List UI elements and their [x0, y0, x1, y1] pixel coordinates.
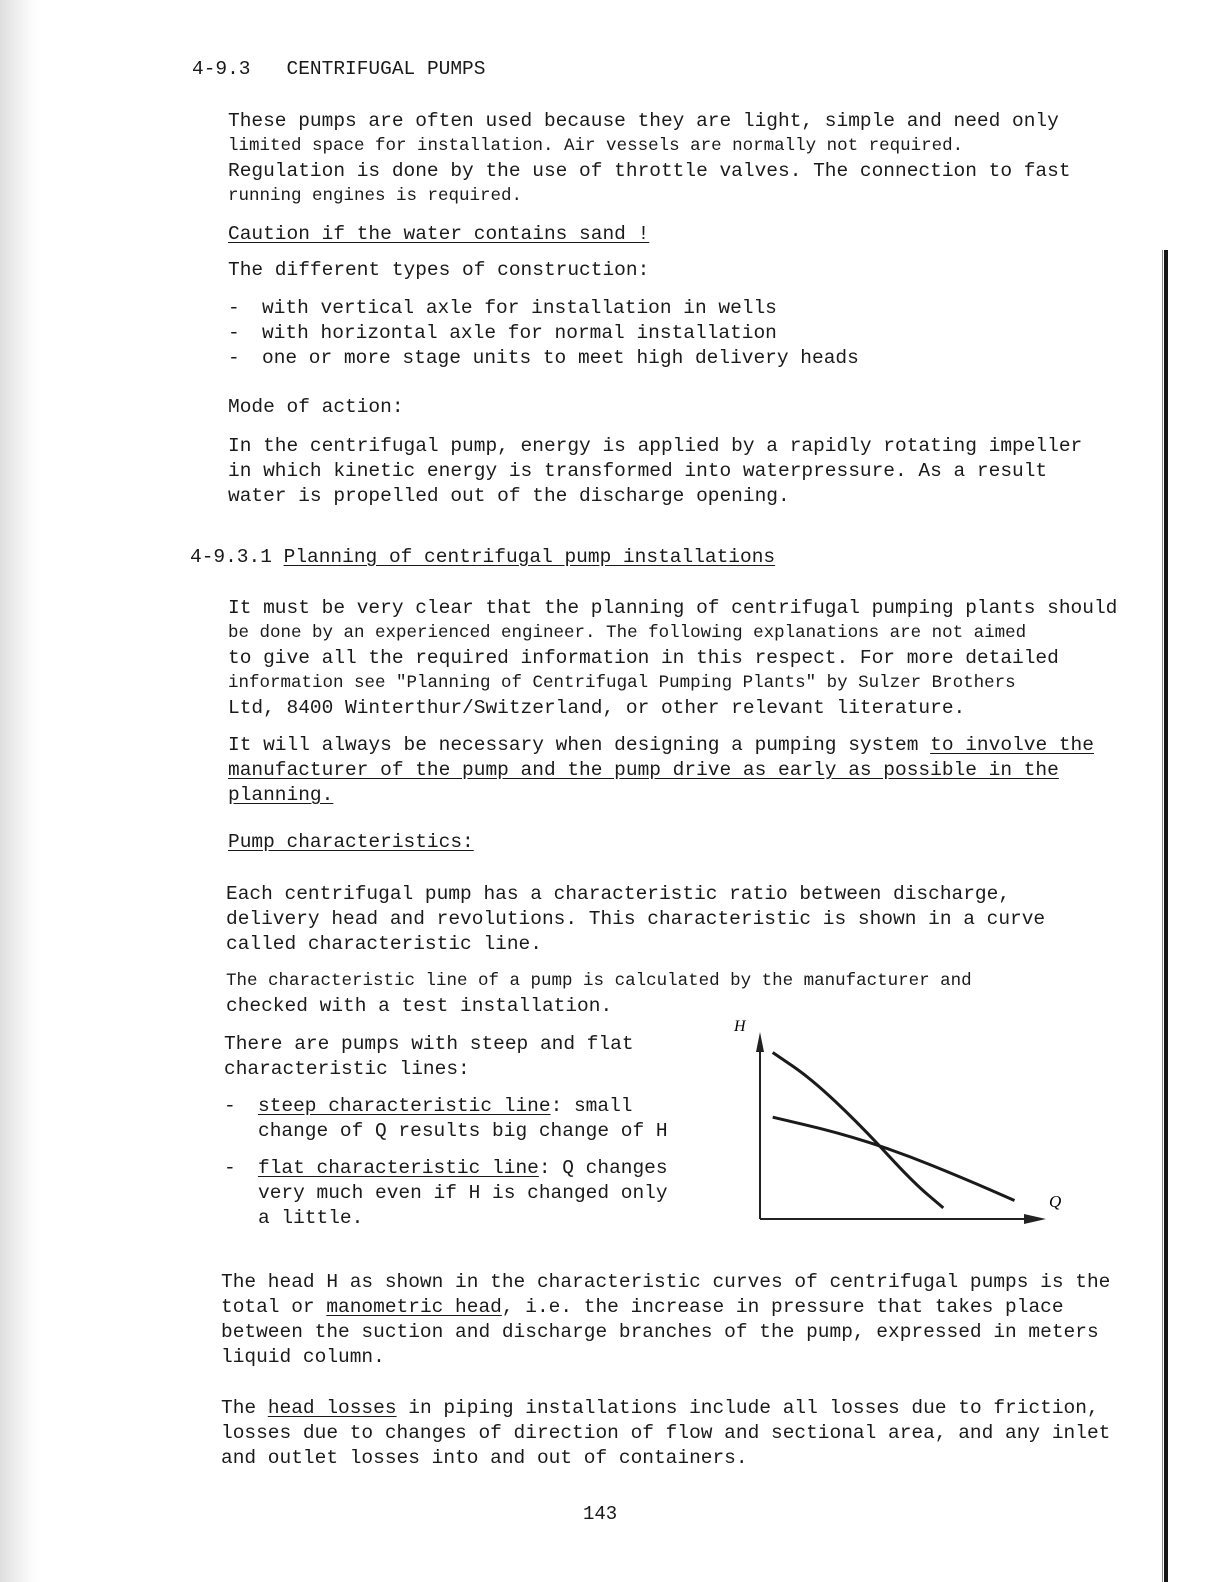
losses-line: losses due to changes of direction of flow and sectional area, and any inlet: [221, 1422, 1111, 1444]
list-item: - one or more stage units to meet high delivery heads: [228, 347, 859, 369]
characteristics-line: The characteristic line of a pump is calculated by the manufacturer and: [226, 971, 972, 991]
head-paragraph: [221, 1270, 1110, 1370]
involve-emphasis: to involve the: [930, 734, 1094, 756]
list-item-text: with horizontal axle for normal installation: [262, 322, 777, 344]
characteristics-heading: Pump characteristics:: [228, 831, 474, 853]
head-losses-term: head losses: [267, 1397, 397, 1419]
manometric-head-term: manometric head: [326, 1296, 502, 1318]
planning-line: information see "Planning of Centrifugal Pumping Plants" by Sulzer Brothers: [228, 673, 1016, 693]
characteristic-curve-chart: [720, 1012, 1060, 1232]
head-line: between the suction and discharge branches of the pump, expressed in meters: [221, 1321, 1099, 1343]
list-item-text: one or more stage units to meet high delivery heads: [262, 347, 859, 369]
characteristics-line: called characteristic line.: [226, 933, 542, 955]
subsection-title: Planning of centrifugal pump installations: [283, 546, 776, 568]
involve-emphasis: planning.: [228, 784, 334, 806]
involve-text: It will always be necessary when designing a pumping system: [228, 734, 931, 756]
mode-line: in which kinetic energy is transformed into waterpressure. As a result: [228, 460, 1048, 482]
subsection-number: 4-9.3.1: [190, 546, 272, 568]
subsection-heading: [190, 545, 775, 570]
head-text: total or: [221, 1296, 327, 1318]
intro-line: Regulation is done by the use of throttle valves. The connection to fast: [228, 160, 1071, 182]
losses-line: and outlet losses into and out of containers.: [221, 1447, 748, 1469]
intro-paragraph: [228, 109, 1071, 209]
flat-characteristic-curve: [773, 1117, 1015, 1200]
flat-text: : Q changes: [538, 1157, 668, 1179]
flat-term: flat characteristic line: [258, 1157, 539, 1179]
y-axis-arrowhead: [756, 1032, 764, 1052]
flat-item: - flat characteristic line: Q changes very much even if H is changed only a little.: [224, 1157, 668, 1229]
steep-text: : small: [550, 1095, 633, 1117]
intro-line: running engines is required.: [228, 186, 523, 206]
characteristics-para1: [226, 882, 1045, 957]
steep-item: - steep characteristic line: small change of Q results big change of H: [224, 1095, 668, 1142]
planning-line: Ltd, 8400 Winterthur/Switzerland, or other relevant literature.: [228, 697, 966, 719]
steep-term: steep characteristic line: [258, 1095, 551, 1117]
mode-paragraph: [228, 434, 1082, 509]
y-axis-label: H: [734, 1018, 746, 1035]
losses-paragraph: [221, 1396, 1110, 1471]
section-number: 4-9.3: [192, 58, 251, 80]
section-heading: [192, 57, 485, 82]
involve-emphasis: manufacturer of the pump and the pump drive as early as possible in the: [228, 759, 1059, 781]
characteristics-line: checked with a test installation.: [226, 995, 613, 1017]
list-item-text: with vertical axle for installation in wells: [262, 297, 777, 319]
page-number: 143: [583, 1503, 618, 1525]
losses-text: in piping installations include all losses due to friction,: [396, 1397, 1099, 1419]
mode-heading: Mode of action:: [228, 396, 404, 418]
mode-line: water is propelled out of the discharge opening.: [228, 485, 790, 507]
planning-line: to give all the required information in this respect. For more detailed: [228, 647, 1059, 669]
involve-paragraph: [228, 733, 1094, 808]
steep-characteristic-curve: [773, 1053, 944, 1208]
caution-note: Caution if the water contains sand !: [228, 223, 650, 245]
x-axis-arrowhead: [1024, 1214, 1046, 1224]
section-title: CENTRIFUGAL PUMPS: [286, 58, 486, 80]
x-axis-label: Q: [1049, 1192, 1062, 1211]
list-item: - with vertical axle for installation in wells: [228, 297, 777, 319]
head-line: The head H as shown in the characteristic curves of centrifugal pumps is the: [221, 1271, 1111, 1293]
scan-right-edge-line: [1162, 250, 1163, 1582]
scan-right-edge-bar: [1164, 250, 1168, 1582]
characteristics-line: There are pumps with steep and flat: [224, 1033, 634, 1055]
steep-text: change of Q results big change of H: [258, 1120, 668, 1142]
scan-edge-shadow: [0, 0, 40, 1582]
losses-text: The: [221, 1397, 268, 1419]
characteristics-line: characteristic lines:: [224, 1058, 470, 1080]
mode-line: In the centrifugal pump, energy is applied by a rapidly rotating impeller: [228, 435, 1083, 457]
characteristics-para3: [224, 1032, 634, 1082]
flat-text: very much even if H is changed only: [258, 1182, 668, 1204]
planning-line: be done by an experienced engineer. The following explanations are not aimed: [228, 623, 1027, 643]
construction-heading: The different types of construction:: [228, 259, 650, 281]
characteristics-line: delivery head and revolutions. This characteristic is shown in a curve: [226, 908, 1046, 930]
construction-list: [228, 296, 859, 371]
list-item: - with horizontal axle for normal installation: [228, 322, 777, 344]
intro-line: These pumps are often used because they are light, simple and need only: [228, 110, 1059, 132]
characteristics-line: Each centrifugal pump has a characteristic ratio between discharge,: [226, 883, 1011, 905]
planning-line: It must be very clear that the planning of centrifugal pumping plants should: [228, 597, 1118, 619]
intro-line: limited space for installation. Air vessels are normally not required.: [228, 136, 964, 156]
head-line: liquid column.: [221, 1346, 385, 1368]
planning-paragraph: [228, 596, 1117, 721]
flat-text: a little.: [258, 1207, 364, 1229]
head-text: , i.e. the increase in pressure that takes place: [501, 1296, 1064, 1318]
